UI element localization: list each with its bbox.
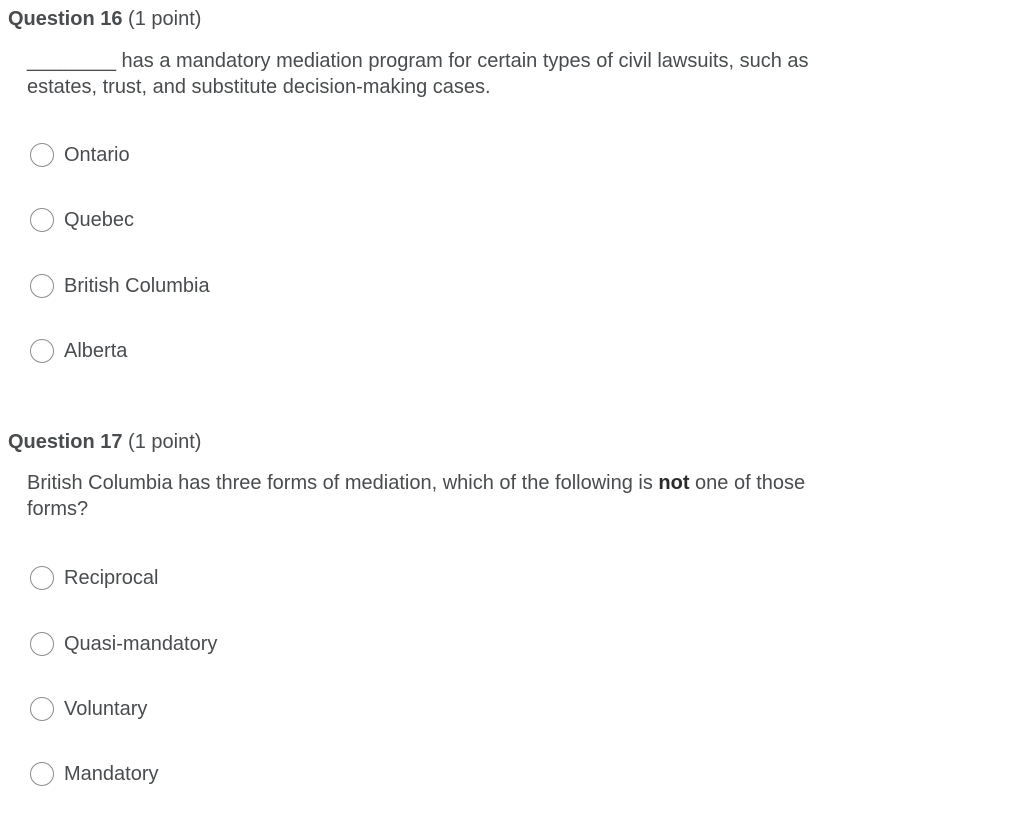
option-alberta[interactable] [30, 337, 127, 365]
question-text: ________ has a mandatory mediation program for certain types of civil lawsuits, such as estates, trust, and substitute decision-making cases. [27, 50, 809, 98]
option-british-columbia[interactable] [30, 272, 210, 300]
question-number: Question 16 [8, 8, 123, 30]
radio-button[interactable] [30, 762, 54, 786]
option-label: Quasi-mandatory [64, 633, 218, 655]
question-text-part: one of those forms? [27, 472, 806, 520]
option-label: Quebec [64, 209, 135, 231]
radio-button[interactable] [30, 274, 54, 298]
option-label: Ontario [64, 144, 130, 166]
radio-button[interactable] [30, 566, 54, 590]
question-title [8, 7, 201, 31]
option-quasi-mandatory[interactable] [30, 630, 217, 658]
option-mandatory[interactable] [30, 760, 159, 788]
question-text-part: British Columbia has three forms of mediation, which of the following is [27, 472, 659, 494]
option-label: Mandatory [64, 763, 159, 785]
option-voluntary[interactable] [30, 695, 147, 723]
radio-button[interactable] [30, 143, 54, 167]
option-label: Alberta [64, 340, 128, 362]
option-ontario[interactable] [30, 141, 130, 169]
question-text [27, 470, 847, 522]
option-label: British Columbia [64, 275, 210, 297]
option-quebec[interactable] [30, 206, 134, 234]
option-label: Reciprocal [64, 567, 159, 589]
question-text-emphasis: not [658, 472, 690, 494]
question-number: Question 17 [8, 431, 123, 453]
radio-button[interactable] [30, 697, 54, 721]
radio-button[interactable] [30, 339, 54, 363]
radio-button[interactable] [30, 632, 54, 656]
option-reciprocal[interactable] [30, 564, 158, 592]
question-points: (1 point) [128, 8, 202, 30]
question-title [8, 430, 201, 454]
question-points: (1 point) [128, 431, 202, 453]
radio-button[interactable] [30, 208, 54, 232]
option-label: Voluntary [64, 698, 148, 720]
